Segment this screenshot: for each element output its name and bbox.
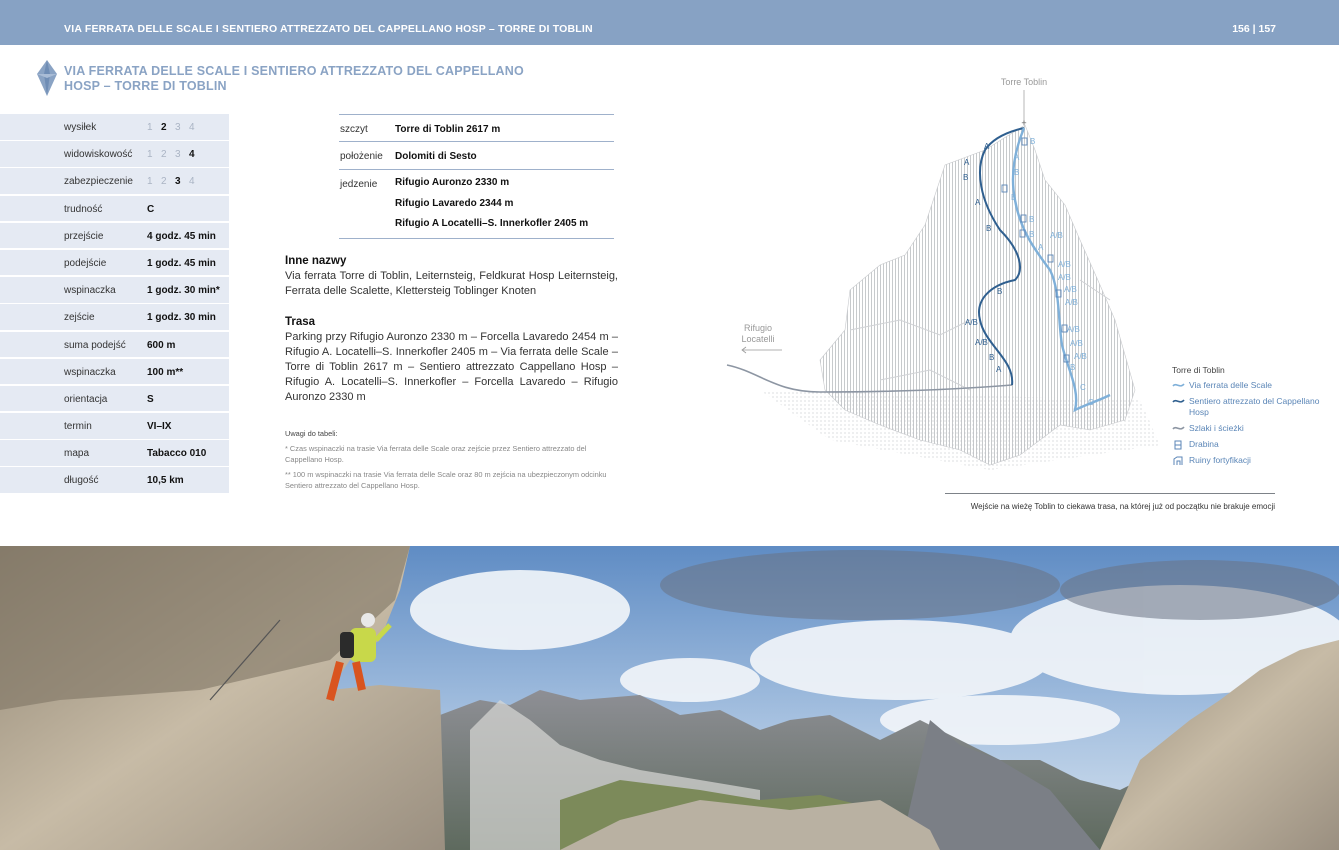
stat-value: 1 godz. 30 min: [147, 312, 216, 324]
stat-row: [0, 250, 229, 276]
stat-scale: 1 2 3 4: [147, 176, 195, 188]
other-names-text: Via ferrata Torre di Toblin, Leiternsteig, Feldkurat Hosp Leiternsteig, Ferrata delle Scalette, Klettersteig Toblinger Knoten: [285, 270, 618, 297]
stat-row: [0, 386, 229, 412]
stat-row: [0, 467, 229, 493]
other-names-heading: Inne nazwy: [285, 255, 347, 267]
stats-table: [0, 114, 229, 495]
stat-value: 4 godz. 45 min: [147, 230, 216, 242]
info-table: [339, 114, 614, 239]
hosp-route-icon: [1172, 397, 1185, 405]
stat-row: [0, 413, 229, 439]
stat-row: [0, 440, 229, 466]
info-value: Torre di Toblin 2617 m: [395, 124, 501, 135]
svg-text:A/B: A/B: [975, 338, 988, 347]
note-2: ** 100 m wspinaczki na trasie Via ferrata delle Scale oraz 80 m zejścia na ubezpieczonym odcinku Sentiero attrezzato del Cappellano Hosp.: [285, 470, 607, 490]
stat-label: zejście: [64, 312, 95, 324]
stat-value: Tabacco 010: [147, 448, 207, 460]
legend-item: Sentiero attrezzato del Cappellano Hosp: [1172, 396, 1339, 418]
stat-value: 10,5 km: [147, 475, 184, 487]
food-list: [395, 177, 588, 239]
food-item: Rifugio Auronzo 2330 m: [395, 177, 510, 188]
legend-item: Szlaki i ścieżki: [1172, 423, 1339, 434]
food-item: Rifugio A Locatelli–S. Innerkofler 2405 m: [395, 218, 589, 229]
svg-text:A: A: [964, 158, 970, 167]
mountain-shape: [820, 125, 1135, 465]
svg-text:A/B: A/B: [1050, 231, 1063, 240]
svg-text:A/B: A/B: [1070, 339, 1083, 348]
stat-label: termin: [64, 421, 92, 433]
running-title: VIA FERRATA DELLE SCALE I SENTIERO ATTREZZATO DEL CAPPELLANO HOSP – TORRE DI TOBLIN: [64, 23, 593, 35]
svg-text:A/B: A/B: [965, 318, 978, 327]
other-names-section: [285, 255, 618, 299]
route-text: Parking przy Rifugio Auronzo 2330 m – Forcella Lavaredo 2454 m – Rifugio A. Locatelli–S. Innerkofler 2405 m – Via ferrata delle Scale – Torre di Toblin 2617 m – Sentiero attrezzato Cappellano Hosp – Rifugio A. Locatelli–S. Innerkofler – Forcella Lavaredo – Rifugio Auronzo 2330 m: [285, 331, 618, 403]
legend-item: Drabina: [1172, 439, 1339, 450]
stat-row: [0, 114, 229, 140]
stat-row: [0, 332, 229, 358]
route-title: VIA FERRATA DELLE SCALE I SENTIERO ATTREZZATO DEL CAPPELLANO HOSP – TORRE DI TOBLIN: [64, 64, 524, 93]
map-summit-label: Torre Toblin: [1000, 77, 1048, 87]
stat-row: [0, 304, 229, 330]
route-map-illustration: [700, 68, 1180, 488]
svg-text:A/B: A/B: [1065, 298, 1078, 307]
stat-row: [0, 277, 229, 303]
stat-label: widowiskowość: [64, 149, 133, 161]
stat-value: 600 m: [147, 339, 176, 351]
info-row-location: [339, 142, 614, 170]
svg-text:A/B: A/B: [1074, 352, 1087, 361]
stat-row: [0, 359, 229, 385]
table-notes: [285, 428, 618, 495]
svg-text:B: B: [989, 353, 995, 362]
map-hut-label: Rifugio: [743, 323, 773, 333]
stat-value: S: [147, 393, 154, 405]
ruins-icon: [1172, 456, 1185, 466]
scale-route-icon: [1172, 381, 1185, 389]
svg-text:B: B: [1070, 363, 1076, 372]
svg-text:B: B: [1014, 168, 1020, 177]
crystal-logo-icon: [37, 60, 57, 96]
stat-row: [0, 168, 229, 194]
food-item: Rifugio Lavaredo 2344 m: [395, 197, 514, 209]
svg-text:B: B: [1029, 215, 1035, 224]
running-header: [0, 0, 1339, 45]
ladder-icon: [1172, 440, 1185, 450]
svg-text:A: A: [1014, 153, 1020, 162]
stat-value: VI–IX: [147, 421, 172, 433]
svg-text:A: A: [984, 142, 990, 151]
svg-text:B: B: [986, 224, 992, 233]
stat-label: wspinaczka: [64, 285, 116, 297]
stat-label: mapa: [64, 448, 90, 460]
climber-panorama-photo: [0, 546, 1339, 850]
stat-label: suma podejść: [64, 339, 126, 351]
svg-text:B: B: [963, 173, 969, 182]
stat-label: długość: [64, 475, 99, 487]
stat-label: przejście: [64, 230, 104, 242]
svg-text:A/B: A/B: [1058, 273, 1071, 282]
info-value: Dolomiti di Sesto: [395, 151, 477, 162]
svg-text:B: B: [1029, 230, 1035, 239]
legend-item: Via ferrata delle Scale: [1172, 380, 1339, 391]
route-section: [285, 316, 618, 405]
info-label: szczyt: [340, 124, 368, 135]
caption-divider: [945, 493, 1275, 494]
svg-text:A/B: A/B: [1067, 325, 1080, 334]
stat-row: [0, 141, 229, 167]
stat-row: [0, 223, 229, 249]
info-row-food: [339, 170, 614, 239]
stat-value: 1 godz. 30 min*: [147, 285, 220, 297]
svg-text:A/B: A/B: [1064, 285, 1077, 294]
stat-label: trudność: [64, 203, 103, 215]
stat-label: wspinaczka: [64, 366, 116, 378]
photo-caption: Wejście na wieżę Toblin to ciekawa trasa, na której już od początku nie brakuje emocji: [970, 502, 1275, 511]
svg-text:A: A: [1038, 243, 1044, 252]
stat-value: C: [147, 203, 155, 215]
svg-text:B: B: [1030, 137, 1036, 146]
info-label: jedzenie: [340, 179, 378, 190]
route-heading: Trasa: [285, 316, 316, 328]
info-row-summit: [339, 115, 614, 142]
map-hut-label: Locatelli: [741, 334, 775, 344]
note-1: * Czas wspinaczki na trasie Via ferrata delle Scale oraz zejście przez Sentiero attrezzato del Cappellano Hosp.: [285, 444, 587, 464]
svg-text:C: C: [1080, 383, 1086, 392]
info-label: położenie: [340, 151, 383, 162]
svg-text:B: B: [1011, 193, 1017, 202]
stat-label: wysiłek: [64, 122, 97, 133]
svg-text:B: B: [997, 287, 1003, 296]
svg-text:A: A: [996, 365, 1002, 374]
map-legend: [1172, 365, 1339, 471]
svg-text:A: A: [975, 198, 981, 207]
page-numbers: 156 | 157: [1232, 23, 1276, 35]
svg-text:A/B: A/B: [1058, 260, 1071, 269]
svg-text:C: C: [1088, 398, 1094, 407]
stat-scale: 1 2 3 4: [147, 122, 195, 133]
legend-item: Ruiny fortyfikacji: [1172, 455, 1339, 466]
stat-value: 1 godz. 45 min: [147, 257, 216, 269]
summit-cross-icon: +: [1021, 118, 1027, 128]
trail-icon: [1172, 424, 1185, 432]
stat-label: zabezpieczenie: [64, 176, 133, 188]
stat-row: [0, 196, 229, 222]
legend-title: Torre di Toblin: [1172, 365, 1225, 375]
stat-scale: 1 2 3 4: [147, 149, 195, 161]
notes-heading: Uwagi do tabeli:: [285, 429, 338, 438]
stat-value: 100 m**: [147, 366, 184, 378]
stat-label: podejście: [64, 257, 107, 269]
stat-label: orientacja: [64, 393, 108, 405]
